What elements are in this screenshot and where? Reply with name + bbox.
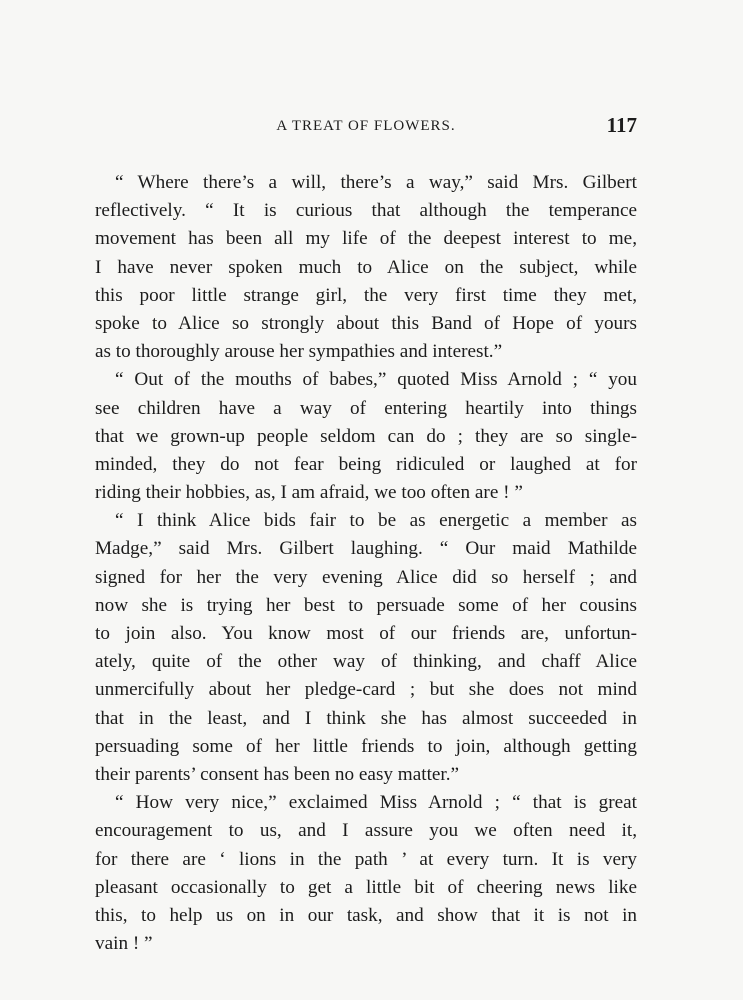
- text-line: vain ! ”: [95, 933, 153, 955]
- text-line: this poor little strange girl, the very first time they met,: [95, 284, 637, 306]
- text-line: that we grown-up people seldom can do ; they are so single-: [95, 425, 637, 447]
- text-line: I have never spoken much to Alice on the subject, while: [95, 256, 637, 278]
- text-line: for there are ‘ lions in the path ’ at every turn. It is very: [95, 848, 637, 870]
- text-line: “ Where there’s a will, there’s a way,” said Mrs. Gilbert: [115, 172, 637, 193]
- page-number: 117: [606, 113, 637, 137]
- body-text: [95, 169, 637, 958]
- text-line: unmercifully about her pledge-card ; but she does not mind: [95, 679, 637, 701]
- text-line: pleasant occasionally to get a little bit of cheering news like: [95, 876, 637, 898]
- text-line: to join also. You know most of our friends are, unfortun-: [95, 623, 637, 644]
- running-head: [95, 113, 637, 139]
- text-line: as to thoroughly arouse her sympathies and interest.”: [95, 341, 503, 363]
- text-line: spoke to Alice so strongly about this Band of Hope of yours: [95, 312, 637, 334]
- text-line: see children have a way of entering heartily into things: [95, 397, 637, 419]
- text-line: their parents’ consent has been no easy matter.”: [95, 763, 460, 785]
- text-line: riding their hobbies, as, I am afraid, we too often are ! ”: [95, 482, 523, 504]
- text-line: that in the least, and I think she has almost succeeded in: [95, 707, 637, 729]
- text-line: signed for her the very evening Alice did so herself ; and: [95, 566, 637, 588]
- text-line: persuading some of her little friends to join, although getting: [95, 735, 637, 757]
- text-line: encouragement to us, and I assure you we often need it,: [95, 820, 637, 842]
- paragraph: [95, 789, 637, 958]
- text-line: this, to help us on in our task, and show that it is not in: [95, 904, 637, 926]
- text-line: movement has been all my life of the deepest interest to me,: [95, 228, 637, 250]
- text-line: “ I think Alice bids fair to be as energetic a member as: [115, 510, 637, 532]
- chapter-title: A TREAT OF FLOWERS.: [276, 118, 456, 134]
- paragraph: [95, 169, 637, 366]
- text-line: Madge,” said Mrs. Gilbert laughing. “ Our maid Mathilde: [95, 538, 637, 560]
- text-line: “ How very nice,” exclaimed Miss Arnold ; “ that is great: [115, 792, 637, 814]
- text-line: minded, they do not fear being ridiculed or laughed at for: [95, 453, 637, 475]
- text-line: now she is trying her best to persuade some of her cousins: [95, 594, 637, 616]
- text-line: “ Out of the mouths of babes,” quoted Miss Arnold ; “ you: [115, 369, 637, 391]
- text-line: ately, quite of the other way of thinking, and chaff Alice: [95, 651, 637, 673]
- text-line: reflectively. “ It is curious that although the temperance: [95, 200, 637, 222]
- paragraph: [95, 507, 637, 789]
- paragraph: [95, 366, 637, 507]
